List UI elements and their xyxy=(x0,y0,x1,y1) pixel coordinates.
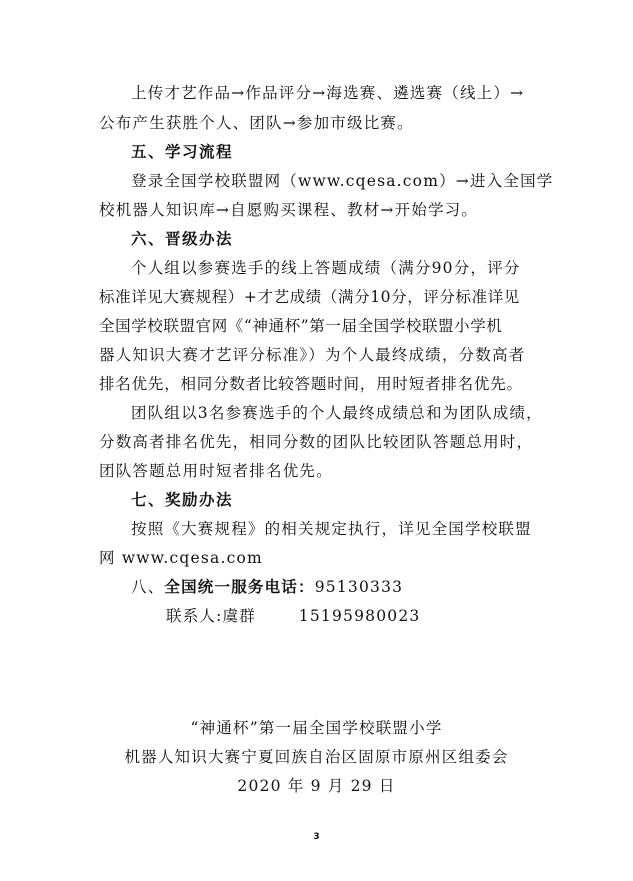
paragraph-line: 按照《大赛规程》的相关规定执行，详见全国学校联盟 xyxy=(131,520,532,538)
paragraph-line: 网 www.cqesa.com xyxy=(99,549,263,567)
section-heading-7: 七、奖励办法 xyxy=(131,491,234,509)
contact-line: 联系人:虞群 15195980023 xyxy=(166,607,421,625)
heading-8-prefix: 八、 xyxy=(131,578,165,596)
paragraph-line: 校机器人知识库→自愿购买课程、教材→开始学习。 xyxy=(99,201,479,219)
page-number: 3 xyxy=(313,832,320,842)
paragraph-line: 标准详见大赛规程）+才艺成绩（满分10分，评分标准详见 xyxy=(99,288,520,306)
paragraph-line: 全国学校联盟官网《“神通杯”第一届全国学校联盟小学机 xyxy=(99,317,503,335)
section-heading-6: 六、晋级办法 xyxy=(131,230,234,248)
paragraph-line: 排名优先，相同分数者比较答题时间，用时短者排名优先。 xyxy=(99,375,523,393)
footer-date: 2020 年 9 月 29 日 xyxy=(237,777,396,795)
paragraph-line: 公布产生获胜个人、团队→参加市级比赛。 xyxy=(99,114,414,132)
paragraph-line: 团队组以3名参赛选手的个人最终成绩总和为团队成绩， xyxy=(131,404,543,422)
section-heading-8 xyxy=(131,577,403,597)
footer-line-2: 机器人知识大赛宁夏回族自治区固原市原州区组委会 xyxy=(124,748,509,766)
paragraph-line: 器人知识大赛才艺评分标准》）为个人最终成绩，分数高者 xyxy=(99,346,526,364)
heading-8-label: 全国统一服务电话： xyxy=(164,578,315,596)
paragraph-line: 个人组以参赛选手的线上答题成绩（满分90分，评分 xyxy=(131,259,521,277)
section-heading-5: 五、学习流程 xyxy=(131,143,234,161)
paragraph-line: 上传才艺作品→作品评分→海选赛、遴选赛（线上）→ xyxy=(131,84,525,102)
footer-line-1: “神通杯”第一届全国学校联盟小学 xyxy=(190,719,443,737)
service-phone: 95130333 xyxy=(314,578,404,596)
paragraph-line: 团队答题总用时短者排名优先。 xyxy=(99,462,333,480)
paragraph-line: 分数高者排名优先，相同分数的团队比较团队答题总用时， xyxy=(99,433,534,451)
paragraph-line: 登录全国学校联盟网（www.cqesa.com）→进入全国学 xyxy=(131,172,554,190)
